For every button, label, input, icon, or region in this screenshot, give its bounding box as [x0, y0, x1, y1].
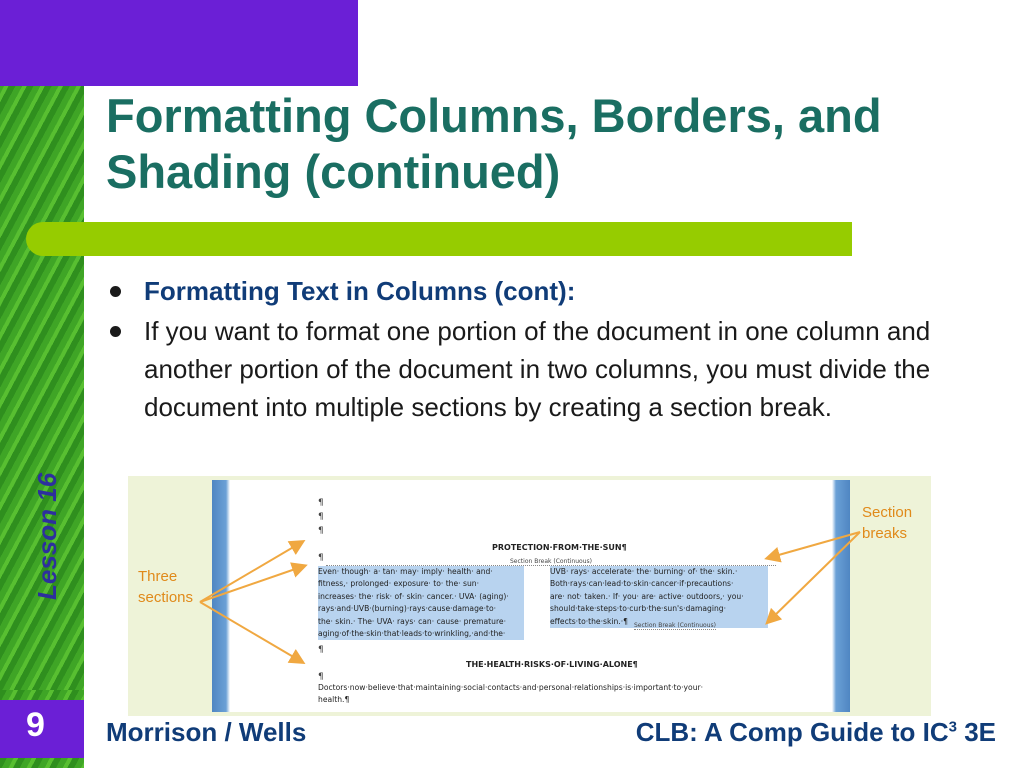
column-line: the· skin.· The· UVA· rays· can· cause· premature·: [318, 616, 506, 626]
bullet-text: Formatting Text in Columns (cont):: [144, 276, 576, 306]
column-line: rays·and·UVB·(burning)·rays·cause·damage·to·: [318, 604, 497, 614]
document-heading: PROTECTION·FROM·THE·SUN¶: [492, 543, 627, 552]
paragraph-mark: ¶: [318, 672, 324, 682]
lesson-label: Lesson 16: [32, 472, 62, 600]
column-line: UVB· rays· accelerate· the· burning· of· the· skin.·: [550, 567, 738, 576]
paragraph-line: health.¶: [318, 695, 350, 705]
paragraph-mark: ¶: [318, 512, 324, 522]
slide-title: [106, 88, 1006, 200]
footer-title-edition: 3E: [956, 717, 996, 747]
paragraph-line: Doctors·now·believe·that·maintaining·social·contacts·and·personal·relationships·is·important·to·your·: [318, 683, 704, 692]
page-number: 9: [26, 706, 45, 744]
left-stripe-panel: [0, 0, 84, 768]
three-sections-label: Three sections: [138, 568, 194, 606]
bullet-list: [108, 272, 938, 428]
content-card-top: [358, 0, 1024, 86]
paragraph-mark: ¶: [318, 498, 324, 508]
column-line: are· not· taken.· If· you· are· active· outdoors,· you·: [550, 591, 744, 601]
title-underline-bar: [26, 222, 852, 256]
column-line: aging·of·the·skin·that·leads·to·wrinkling,·and·the·: [318, 629, 506, 639]
arrow-to-last-section: [200, 602, 302, 662]
bullet-dot-icon: [110, 326, 121, 337]
section-break-marker: Section Break (Continuous): [634, 622, 716, 629]
top-left-purple-block: [0, 0, 358, 86]
section-break-marker: Section Break (Continuous): [326, 558, 776, 566]
footer-authors: Morrison / Wells: [106, 717, 307, 747]
bullet-item: [108, 312, 938, 426]
paragraph-mark: ¶: [318, 645, 324, 655]
bullet-text: If you want to format one portion of the document in one column and another portion of the document in two columns, you must divide the document into multiple sections by creating a section break.: [144, 316, 931, 422]
document-heading: THE·HEALTH·RISKS·OF·LIVING·ALONE¶: [466, 660, 638, 669]
footer-book-title: [636, 717, 996, 748]
column-line: fitness,· prolonged· exposure· to· the· sun·: [318, 579, 479, 589]
bullet-dot-icon: [110, 286, 121, 297]
title-line-1: Formatting Columns, Borders, and: [106, 89, 882, 142]
column-line: effects·to·the·skin.·¶: [550, 616, 628, 626]
title-line-2: Shading (continued): [106, 145, 561, 198]
annotation-arrows: [128, 476, 931, 716]
column-line: Both·rays·can·lead·to·skin·cancer·if·precautions·: [550, 579, 734, 589]
document-screenshot-figure: [128, 476, 931, 716]
footer-title-superscript: 3: [948, 718, 957, 736]
column-line: Even· though· a· tan· may· imply· health· and·: [318, 567, 493, 576]
footer-title-text: CLB: A Comp Guide to IC: [635, 717, 949, 747]
paragraph-mark: ¶: [318, 526, 324, 536]
paragraph-mark: ¶: [318, 553, 324, 563]
column-line: should·take·steps·to·curb·the·sun's·damaging·: [550, 604, 727, 614]
bullet-item: [108, 272, 938, 310]
column-line: increases· the· risk· of· skin· cancer.· UVA· (aging)·: [318, 591, 509, 601]
section-breaks-label: Section breaks: [862, 504, 913, 542]
